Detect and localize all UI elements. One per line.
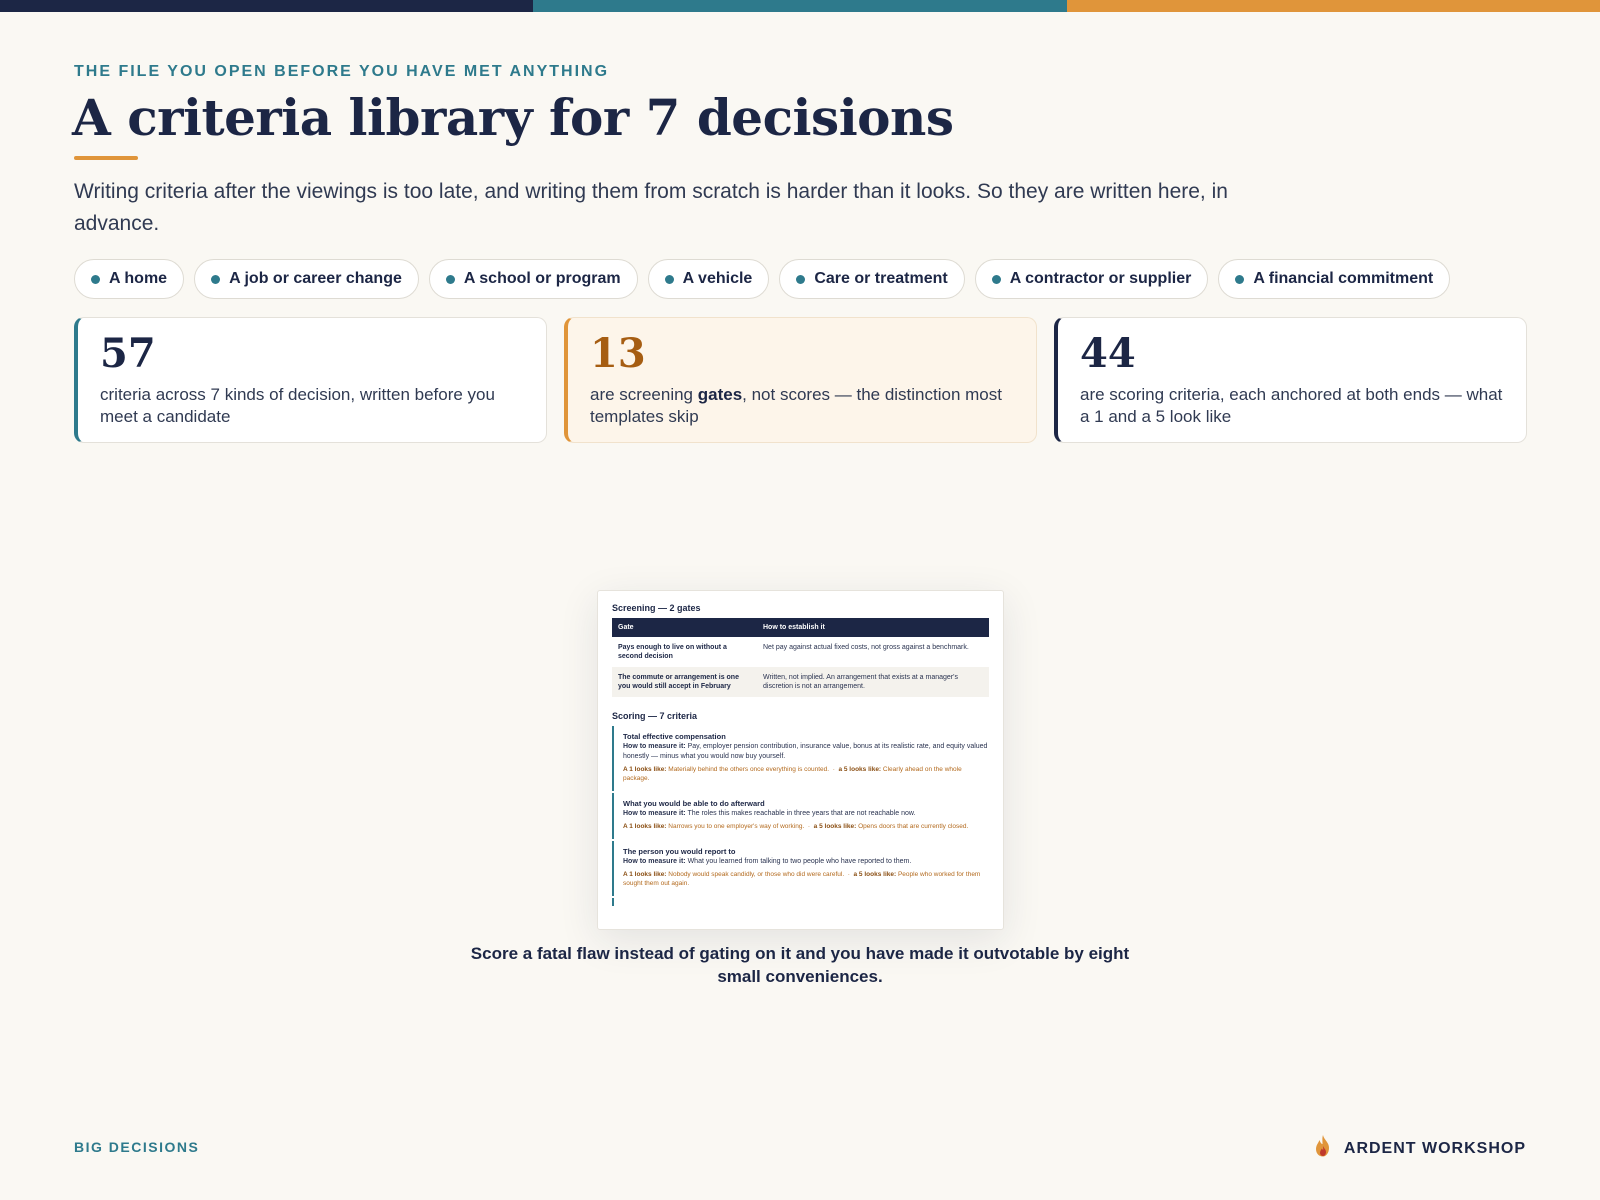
flame-icon [1312, 1134, 1334, 1163]
decision-type-chips [74, 259, 1450, 299]
dot-icon [796, 275, 805, 284]
eyebrow: THE FILE YOU OPEN BEFORE YOU HAVE MET ANYTHING [74, 63, 610, 80]
table-header-row [612, 618, 989, 637]
five-text: Opens doors that are currently closed. [858, 823, 969, 830]
top-bar-navy-segment [0, 0, 533, 12]
top-bar-teal-segment [533, 0, 1066, 12]
measure-label: How to measure it: [623, 858, 686, 865]
chip-job[interactable] [194, 259, 419, 299]
measure-text: What you learned from talking to two people who have reported to them. [687, 858, 912, 865]
stat-number: 44 [1080, 330, 1136, 377]
dot-icon [992, 275, 1001, 284]
lead-paragraph: Writing criteria after the viewings is too late, and writing them from scratch is harder than it looks. So they are written here, in advance. [74, 180, 1228, 235]
chip-label: A vehicle [682, 270, 753, 287]
stat-cards [74, 317, 1527, 443]
caption: Score a fatal flaw instead of gating on it and you have made it outvotable by eight small conveniences. [470, 944, 1130, 986]
criterion-continuation [612, 898, 989, 906]
table-header-gate: Gate [612, 618, 757, 637]
five-label: a 5 looks like: [838, 766, 882, 773]
criterion-block [612, 726, 989, 791]
criterion-anchors: A 1 looks like: Nobody would speak candidly, or those who did were careful. · a 5 looks like: People who worked for them sought them out again. [623, 871, 981, 887]
criterion-name: What you would be able to do afterward [623, 799, 765, 808]
criterion-measure [623, 857, 989, 867]
criterion-name: The person you would report to [623, 847, 736, 856]
measure-text: The roles this makes reachable in three years that are not reachable now. [687, 810, 916, 817]
criterion-block [612, 841, 989, 896]
criterion-anchors: A 1 looks like: Narrows you to one employer's way of working. · a 5 looks like: Opens doors that are currently closed. [623, 823, 969, 830]
five-label: a 5 looks like: [813, 823, 857, 830]
top-bar-orange-segment [1067, 0, 1600, 12]
dot-icon [446, 275, 455, 284]
how-cell: Net pay against actual fixed costs, not gross against a benchmark. [763, 644, 969, 651]
chip-school[interactable] [429, 259, 638, 299]
criterion-block [612, 793, 989, 839]
chip-label: A contractor or supplier [1009, 270, 1192, 287]
stat-text-emphasis: gates [697, 385, 743, 404]
five-label: a 5 looks like: [853, 871, 897, 878]
criterion-measure [623, 742, 989, 762]
chip-home[interactable] [74, 259, 184, 299]
one-text: Nobody would speak candidly, or those who did were careful. [668, 871, 845, 878]
dot-icon [211, 275, 220, 284]
stat-description [590, 384, 1016, 428]
one-text: Materially behind the others once everything is counted. [668, 766, 830, 773]
title-underline [74, 156, 138, 160]
chip-care[interactable] [779, 259, 964, 299]
page-title: A criteria library for 7 decisions [72, 88, 954, 147]
one-label: A 1 looks like: [623, 871, 667, 878]
top-color-bar [0, 0, 1600, 12]
table-row [612, 667, 989, 697]
stat-description: are scoring criteria, each anchored at both ends — what a 1 and a 5 look like [1080, 385, 1503, 426]
gate-cell: Pays enough to live on without a second decision [618, 644, 727, 660]
footer-brand [1312, 1134, 1526, 1163]
one-text: Narrows you to one employer's way of working. [668, 823, 805, 830]
chip-label: Care or treatment [814, 270, 948, 287]
one-label: A 1 looks like: [623, 766, 667, 773]
how-cell: Written, not implied. An arrangement that exists at a manager's discretion is not an arrangement. [757, 667, 989, 697]
footer-series-label: BIG DECISIONS [74, 1139, 200, 1155]
gate-cell: The commute or arrangement is one you would still accept in February [612, 667, 757, 697]
chip-financial[interactable] [1218, 259, 1450, 299]
chip-label: A school or program [463, 270, 621, 287]
five-text: People who worked for them sought them out again. [623, 871, 981, 887]
chip-label: A job or career change [229, 270, 402, 287]
stat-number: 57 [100, 330, 156, 377]
chip-label: A financial commitment [1253, 270, 1434, 287]
dot-icon [1235, 275, 1244, 284]
five-text: Clearly ahead on the whole package. [623, 766, 962, 782]
dot-icon [91, 275, 100, 284]
stat-card-scoring [1054, 317, 1527, 443]
measure-text: Pay, employer pension contribution, insurance value, bonus at its realistic rate, and equity valued honestly — minus what you would now buy yourself. [623, 743, 988, 760]
brand-name: ARDENT WORKSHOP [1343, 1139, 1526, 1157]
stat-number: 13 [590, 330, 646, 377]
dot-icon [665, 275, 674, 284]
stat-card-gates [564, 317, 1037, 443]
criterion-measure [623, 809, 989, 819]
stat-description: criteria across 7 kinds of decision, written before you meet a candidate [100, 385, 495, 426]
document-preview [597, 590, 1004, 930]
stat-text-after: , not scores — the distinction most templates skip [590, 385, 1002, 426]
chip-contractor[interactable] [975, 259, 1209, 299]
table-row [612, 637, 989, 667]
measure-label: How to measure it: [623, 810, 686, 817]
measure-label: How to measure it: [623, 743, 686, 750]
chip-label: A home [109, 270, 168, 287]
screening-heading: Screening — 2 gates [612, 603, 701, 613]
stat-text-before: are screening [590, 385, 698, 404]
criterion-anchors: A 1 looks like: Materially behind the others once everything is counted. · a 5 looks like: Clearly ahead on the whole package. [623, 766, 962, 782]
scoring-heading: Scoring — 7 criteria [612, 711, 698, 721]
chip-vehicle[interactable] [648, 259, 770, 299]
gates-table [612, 618, 989, 697]
table-header-how: How to establish it [757, 618, 989, 637]
criterion-name: Total effective compensation [623, 732, 726, 741]
one-label: A 1 looks like: [623, 823, 667, 830]
stat-card-total [74, 317, 547, 443]
